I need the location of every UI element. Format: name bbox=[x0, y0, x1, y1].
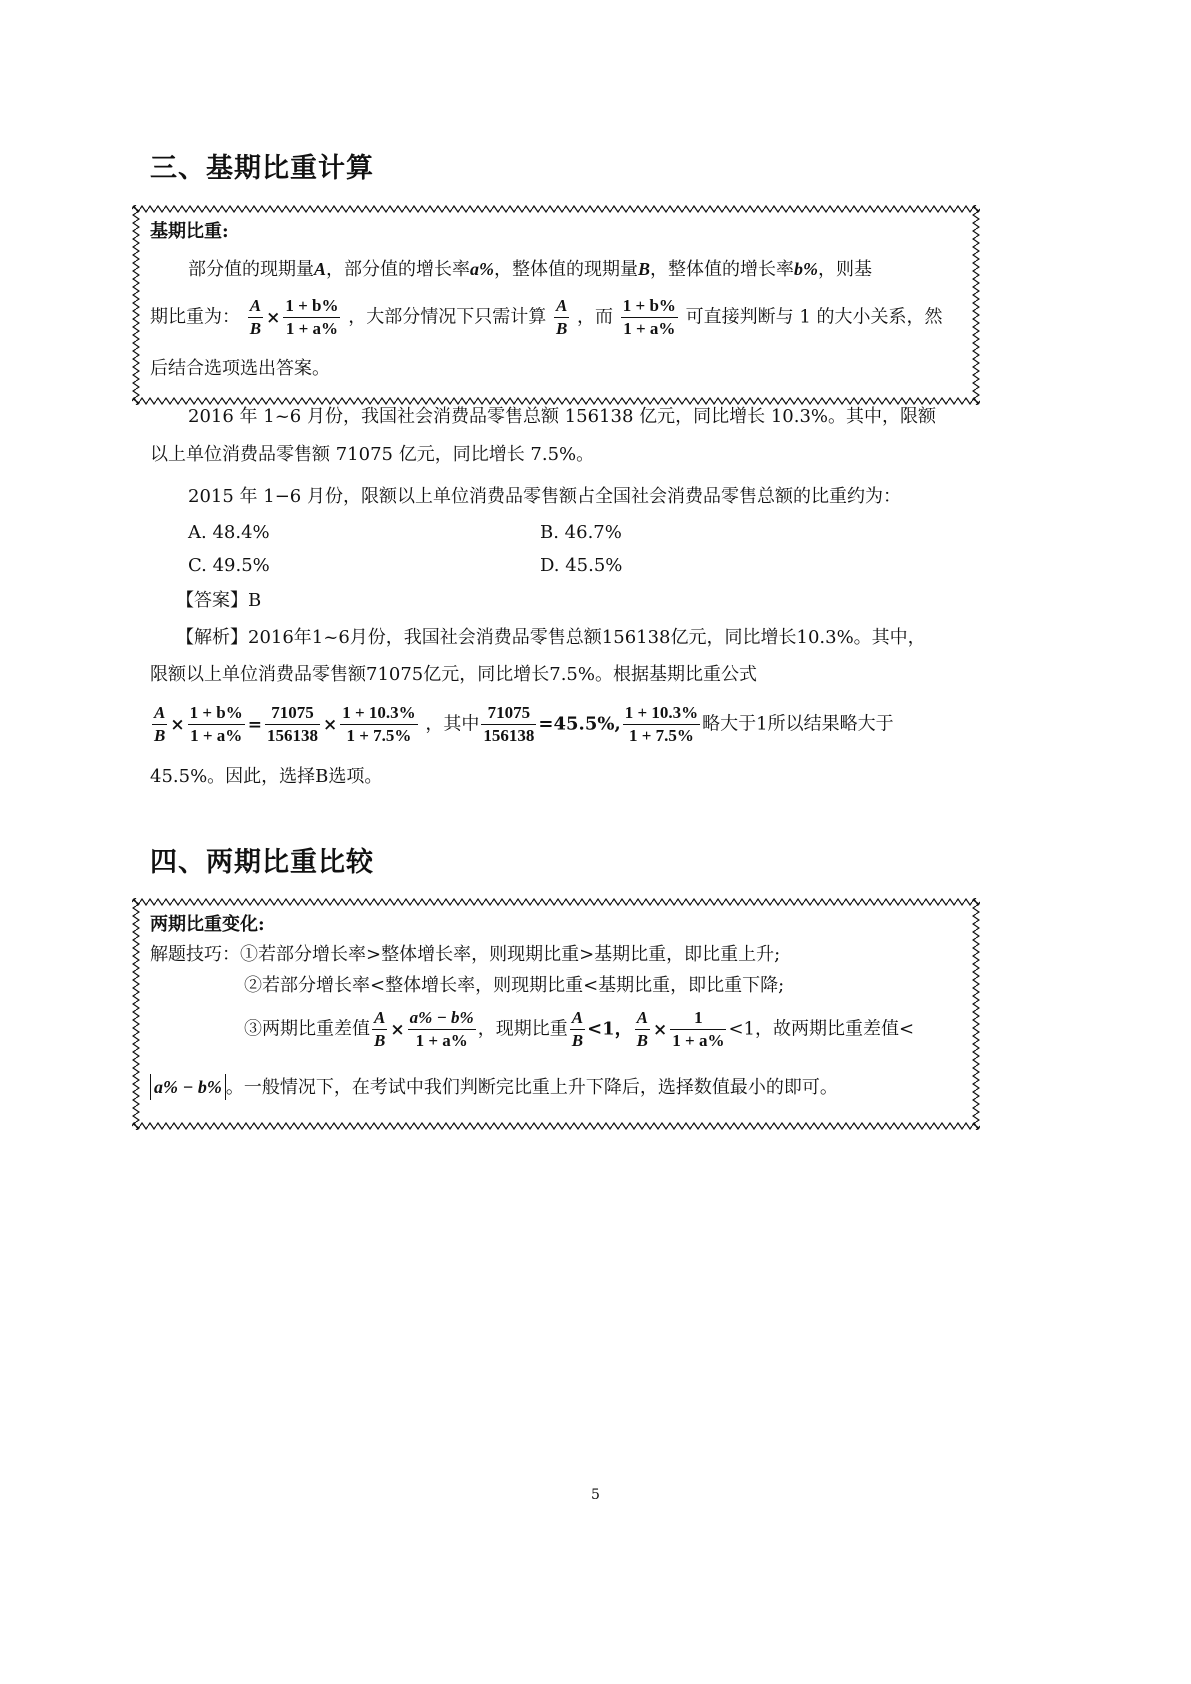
text: 略大于1所以结果略大于 bbox=[702, 713, 894, 735]
text: ，其中 bbox=[425, 713, 480, 735]
box-title-base-share: 基期比重: bbox=[150, 221, 229, 242]
fraction-103-over-75-2: $\frac{1 + 10.3\%}{1 + 7.5\%}$ bbox=[624, 703, 699, 745]
text: <1，故两期比重差值< bbox=[728, 1018, 915, 1040]
fraction-103-over-75: $\frac{1 + 10.3\%}{1 + 7.5\%}$ bbox=[342, 703, 416, 745]
text: 部分值的现期量 bbox=[188, 259, 314, 280]
fraction-A-over-B-4: $\frac{A}{B}$ bbox=[374, 1008, 386, 1050]
fraction-A-over-B-3: $\frac{A}{B}$ bbox=[154, 703, 166, 745]
definition-line-2 bbox=[150, 296, 943, 339]
fraction-A-over-B-2: $\frac{A}{B}$ bbox=[555, 296, 568, 338]
question-line-2: 以上单位消费品零售额 71075 亿元，同比增长 7.5%。 bbox=[150, 444, 595, 465]
question-line-1: 2016 年 1~6 月份，我国社会消费品零售总额 156138 亿元，同比增长 10.3%。其中，限额 bbox=[188, 406, 937, 427]
text: ①若部分增长率>整体增长率，则现期比重>基期比重，即比重上升; bbox=[240, 944, 781, 965]
text: <1， bbox=[587, 1018, 633, 1040]
box-title-two-period: 两期比重变化: bbox=[150, 914, 265, 935]
answer: 【答案】B bbox=[176, 590, 262, 611]
analysis-formula: $\frac{A}{B}$ × $\frac{1 + b\%}{1 + a\%}$ = $\frac{71075}{156138}$ × $\frac{1 + 10.3\%}{1 + 7.5\%}$ ，其中 $\frac{71075}{156138}$ =45.5%, $\frac{1 + 10.3\%}{1 + 7.5\%}$ 略大于1所以结果略大于 bbox=[154, 703, 894, 745]
var-a-pct: a% bbox=[470, 259, 495, 279]
analysis-label: 【解析】 bbox=[176, 627, 248, 648]
tip-line-1 bbox=[150, 942, 780, 968]
fraction-one-over-growth: $\frac{1}{1 + a\%}$ bbox=[672, 1008, 725, 1050]
option-C: C. 49.5% bbox=[188, 555, 270, 576]
fraction-growth-ratio-3: $\frac{1 + b\%}{1 + a\%}$ bbox=[189, 703, 243, 745]
fraction-A-over-B-6: $\frac{A}{B}$ bbox=[636, 1008, 649, 1050]
text: ，部分值的增长率 bbox=[326, 259, 471, 280]
fraction-growth-ratio: $\frac{1 + b\%}{1 + a\%}$ bbox=[285, 296, 339, 338]
tip-line-2: ②若部分增长率<整体增长率，则现期比重<基期比重，即比重下降; bbox=[244, 975, 785, 996]
option-A: A. 48.4% bbox=[188, 522, 270, 543]
section4-heading: 四、两期比重比较 bbox=[150, 847, 374, 878]
text: ，整体值的现期量 bbox=[494, 259, 639, 280]
var-b-pct: b% bbox=[794, 259, 819, 279]
times-sign: × bbox=[266, 307, 281, 328]
text: ，现期比重 bbox=[477, 1018, 568, 1040]
fraction-A-over-B: $\frac{A}{B}$ bbox=[249, 296, 262, 338]
analysis-line-3: 45.5%。因此，选择B选项。 bbox=[150, 766, 383, 787]
tip-line-4 bbox=[150, 1074, 838, 1101]
fraction-A-over-B-5: $\frac{A}{B}$ bbox=[571, 1008, 584, 1050]
fraction-71075-over-156138-2: $\frac{71075}{156138}$ bbox=[483, 703, 535, 745]
text: ，整体值的增长率 bbox=[650, 259, 795, 280]
definition-line-3: 后结合选项选出答案。 bbox=[150, 358, 330, 379]
section3-heading: 三、基期比重计算 bbox=[150, 153, 374, 184]
fraction-growth-ratio-2: $\frac{1 + b\%}{1 + a\%}$ bbox=[622, 296, 676, 338]
analysis-line-1 bbox=[176, 625, 926, 651]
text: ③两期比重差值 bbox=[244, 1018, 370, 1040]
option-B: B. 46.7% bbox=[540, 522, 622, 543]
fraction-71075-over-156138: $\frac{71075}{156138}$ bbox=[267, 703, 318, 745]
absolute-value-expr: a% − b% bbox=[150, 1074, 226, 1100]
tip-label: 解题技巧： bbox=[150, 944, 240, 965]
text: ，则基 bbox=[818, 259, 873, 280]
analysis-line-2: 限额以上单位消费品零售额71075亿元，同比增长7.5%。根据基期比重公式 bbox=[150, 664, 757, 685]
text: 2016年1~6月份，我国社会消费品零售总额156138亿元，同比增长10.3%。其中， bbox=[248, 627, 926, 648]
text: ，而 bbox=[577, 306, 614, 328]
option-D: D. 45.5% bbox=[540, 555, 623, 576]
text: 。一般情况下，在考试中我们判断完比重上升下降后，选择数值最小的即可。 bbox=[225, 1077, 838, 1098]
var-B: B bbox=[638, 259, 651, 279]
result-value: =45.5%, bbox=[538, 713, 621, 735]
text: 可直接判断与 1 的大小关系，然 bbox=[685, 306, 943, 328]
text: 期比重为： bbox=[150, 306, 240, 328]
definition-line-1 bbox=[188, 256, 872, 283]
tip-line-3: ③两期比重差值 $\frac{A}{B}$ × $\frac{a\% - b\%}{1 + a\%}$ ，现期比重 $\frac{A}{B}$ <1， $\frac{A}{B}$ × $\frac{1}{1 + a\%}$ <1，故两期比重差值< bbox=[244, 1008, 915, 1050]
var-A: A bbox=[314, 259, 327, 279]
text: ，大部分情况下只需计算 bbox=[348, 306, 547, 328]
question-stem: 2015 年 1−6 月份，限额以上单位消费品零售额占全国社会消费品零售总额的比重约为： bbox=[188, 486, 901, 507]
fraction-diff-over-growth: $\frac{a\% - b\%}{1 + a\%}$ bbox=[409, 1008, 474, 1050]
page-number: 5 bbox=[591, 1487, 600, 1503]
